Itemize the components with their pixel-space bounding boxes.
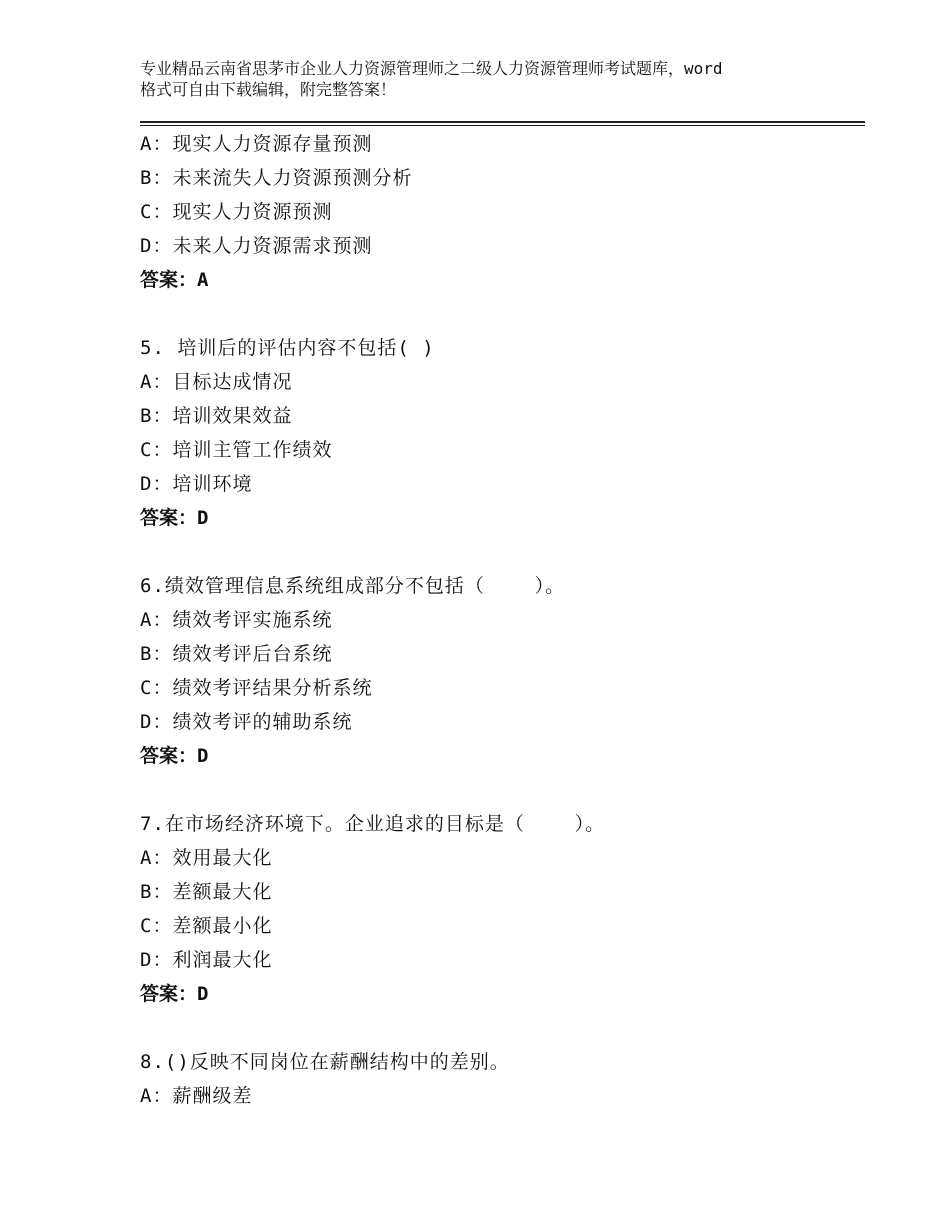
header-divider-bottom	[140, 125, 865, 126]
answer: 答案：D	[140, 745, 209, 767]
option-c: C：现实人力资源预测	[140, 201, 333, 223]
answer: 答案：D	[140, 983, 209, 1005]
option-b: B：培训效果效益	[140, 405, 293, 427]
answer: 答案：D	[140, 507, 209, 529]
option-d: D：未来人力资源需求预测	[140, 235, 373, 257]
option-a: A：目标达成情况	[140, 371, 293, 393]
header-line-1: 专业精品云南省思茅市企业人力资源管理师之二级人力资源管理师考试题库，word	[140, 59, 723, 78]
option-a: A：效用最大化	[140, 847, 273, 869]
question-stem: 8.()反映不同岗位在薪酬结构中的差别。	[140, 1051, 510, 1073]
question-8	[140, 1045, 865, 1113]
option-b: B：绩效考评后台系统	[140, 643, 333, 665]
option-b: B：未来流失人力资源预测分析	[140, 167, 413, 189]
option-c: C：培训主管工作绩效	[140, 439, 333, 461]
option-b: B：差额最大化	[140, 881, 273, 903]
question-stem: 6.绩效管理信息系统组成部分不包括（ ）。	[140, 575, 566, 597]
question-stem: 5. 培训后的评估内容不包括( )	[140, 337, 435, 359]
option-a: A：薪酬级差	[140, 1085, 253, 1107]
document-body	[140, 127, 865, 1113]
option-d: D：利润最大化	[140, 949, 273, 971]
question-5	[140, 331, 865, 535]
option-d: D：培训环境	[140, 473, 253, 495]
option-c: C：差额最小化	[140, 915, 273, 937]
option-a: A：现实人力资源存量预测	[140, 133, 373, 155]
document-header	[140, 58, 830, 100]
option-a: A：绩效考评实施系统	[140, 609, 333, 631]
header-divider-top	[140, 121, 865, 123]
question-4	[140, 127, 865, 297]
answer: 答案：A	[140, 269, 209, 291]
option-c: C：绩效考评结果分析系统	[140, 677, 373, 699]
question-7	[140, 807, 865, 1011]
question-stem: 7.在市场经济环境下。企业追求的目标是（ ）。	[140, 813, 606, 835]
question-6	[140, 569, 865, 773]
header-line-2: 格式可自由下载编辑，附完整答案！	[140, 80, 397, 99]
option-d: D：绩效考评的辅助系统	[140, 711, 353, 733]
